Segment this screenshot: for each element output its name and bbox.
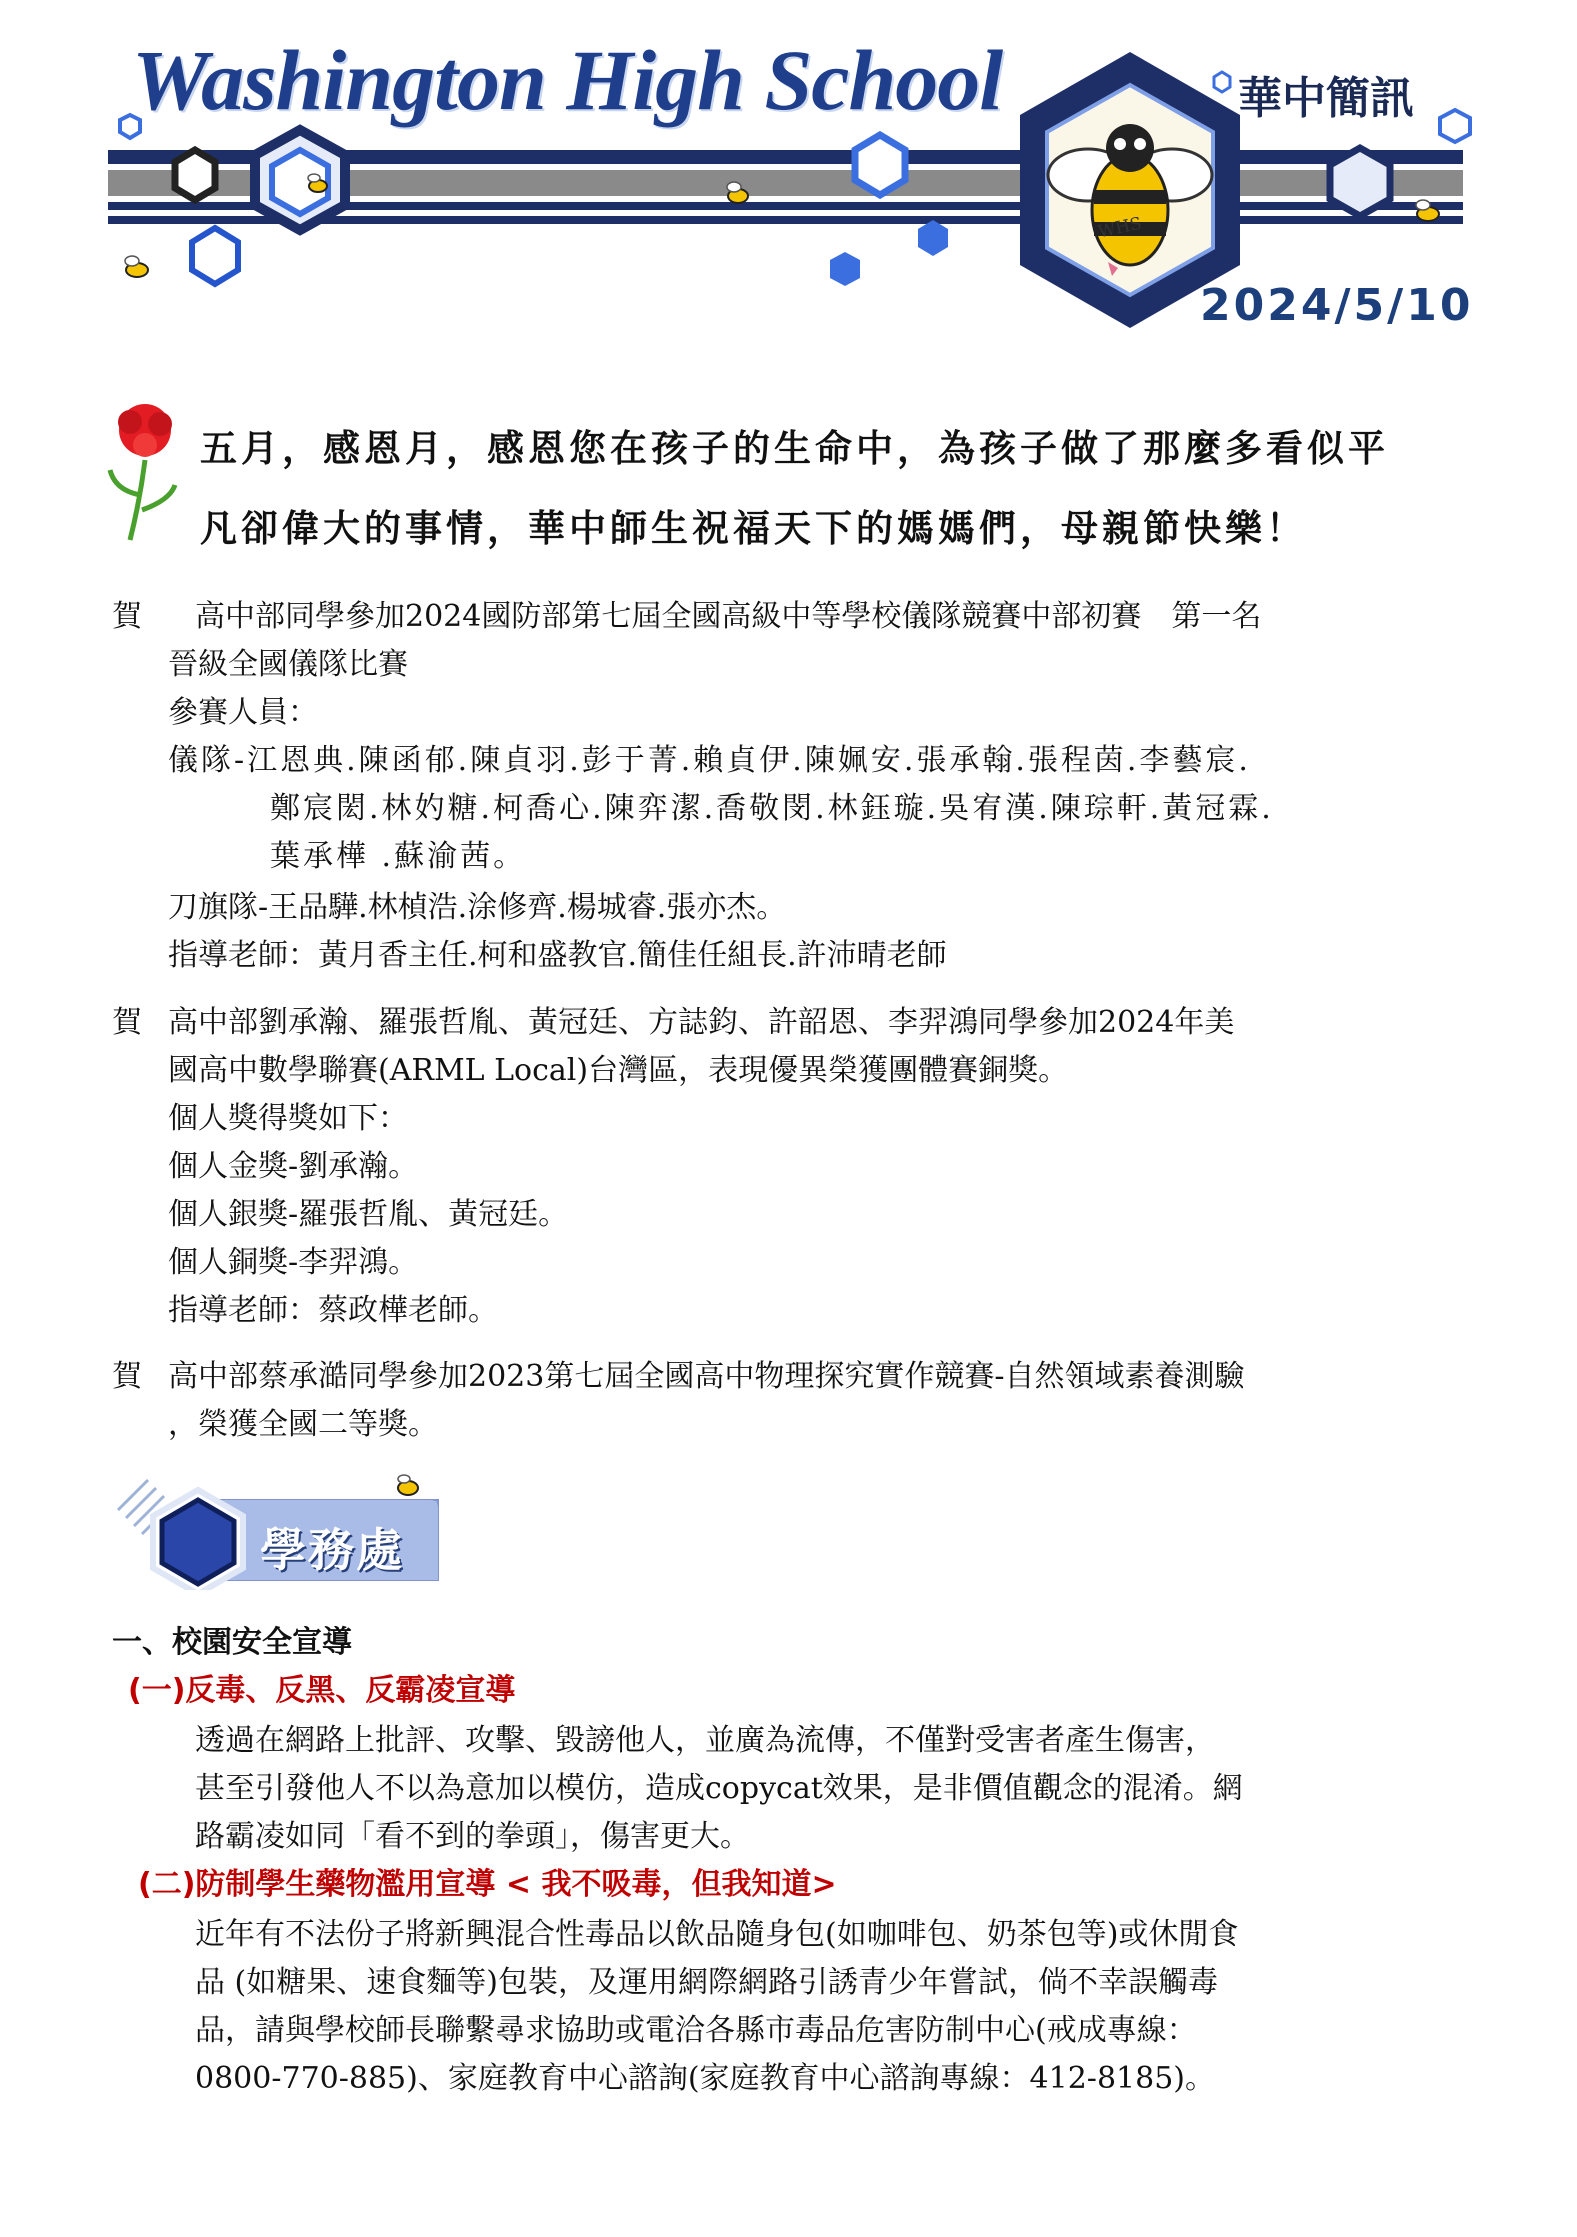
carnation-icon: [100, 400, 190, 550]
congrats-mark: 賀: [112, 1005, 142, 1040]
subsection-1-line: 路霸凌如同「看不到的拳頭」，傷害更大。: [195, 1819, 750, 1854]
congrats-mark: 賀: [112, 599, 142, 634]
greeting-line-1: 五月，感恩月，感恩您在孩子的生命中，為孩子做了那麼多看似平: [200, 427, 1389, 470]
announcement-2-line: 個人銀獎-羅張哲胤、黃冠廷。: [168, 1197, 569, 1232]
announcement-1-line: 參賽人員：: [168, 695, 318, 730]
issue-date: 2024/5/10: [1200, 280, 1474, 331]
announcement-1-line: 鄭宸閎.林妁糖.柯喬心.陳弈潔.喬敬閔.林鈺璇.吳宥漢.陳琮軒.黃冠霖.: [270, 791, 1274, 826]
announcement-2-line: 指導老師：蔡政樺老師。: [168, 1293, 498, 1328]
announcement-2-line: 個人獎得獎如下：: [168, 1101, 408, 1136]
subsection-1-line: 透過在網路上批評、攻擊、毀謗他人，並廣為流傳，不僅對受害者產生傷害，: [195, 1723, 1215, 1758]
subsection-2-line: 0800-770-885)、家庭教育中心諮詢(家庭教育中心諮詢專線：412-8185)。: [195, 2061, 1215, 2096]
newsletter-name: 華中簡訊: [1238, 73, 1414, 124]
announcement-1-line: 儀隊-江恩典.陳函郁.陳貞羽.彭于菁.賴貞伊.陳姵安.張承翰.張程茵.李藝宸.: [168, 743, 1251, 778]
announcement-1-line: 刀旗隊-王品驊.林楨浩.涂修齊.楊城睿.張亦杰。: [168, 890, 787, 925]
announcement-2-line: 個人金獎-劉承瀚。: [168, 1149, 419, 1184]
congrats-mark: 賀: [112, 1359, 142, 1394]
logo-text: WHS: [1096, 213, 1144, 243]
subsection-2-line: 品 (如糖果、速食麵等)包裝，及運用網際網路引誘青少年嘗試，倘不幸誤觸毒: [195, 1965, 1218, 2000]
announcement-2-line: 國高中數學聯賽(ARML Local)台灣區，表現優異榮獲團體賽銅獎。: [168, 1053, 1069, 1088]
subsection-1-line: 甚至引發他人不以為意加以模仿，造成copycat效果，是非價值觀念的混淆。網: [195, 1771, 1243, 1806]
announcement-3-line: ，榮獲全國二等獎。: [168, 1407, 438, 1442]
subsection-2-line: 品，請與學校師長聯繫尋求協助或電洽各縣市毒品危害防制中心(戒成專線：: [195, 2013, 1197, 2048]
announcement-1-line: 指導老師：黃月香主任.柯和盛教官.簡佳任組長.許沛晴老師: [168, 938, 947, 973]
announcement-2-line: 高中部劉承瀚、羅張哲胤、黃冠廷、方誌鈞、許韶恩、李羿鴻同學參加2024年美: [168, 1005, 1235, 1040]
announcement-1-line: 晉級全國儀隊比賽: [168, 647, 408, 682]
announcement-1-line: 高中部同學參加2024國防部第七屆全國高級中等學校儀隊競賽中部初賽 第一名: [195, 599, 1262, 634]
announcement-3-line: 高中部蔡承澔同學參加2023第七屆全國高中物理探究實作競賽-自然領域素養測驗: [168, 1359, 1245, 1394]
announcement-2-line: 個人銅獎-李羿鴻。: [168, 1245, 419, 1280]
subsection-2-line: 近年有不法份子將新興混合性毒品以飲品隨身包(如咖啡包、奶茶包等)或休閒食: [195, 1917, 1239, 1952]
subsection-title: (一)反毒、反黑、反霸凌宣導: [128, 1673, 516, 1708]
announcement-1-line: 葉承樺 .蘇渝茜。: [270, 839, 527, 874]
greeting-line-2: 凡卻偉大的事情，華中師生祝福天下的媽媽們，母親節快樂！: [200, 507, 1307, 550]
subsection-title: (二)防制學生藥物濫用宣導 < 我不吸毒，但我知道>: [138, 1867, 837, 1902]
section-title: 一、校園安全宣導: [112, 1625, 352, 1660]
school-name: Washington High School: [132, 32, 1003, 128]
department-label: 學務處: [260, 1523, 404, 1577]
masthead: [0, 0, 1577, 360]
